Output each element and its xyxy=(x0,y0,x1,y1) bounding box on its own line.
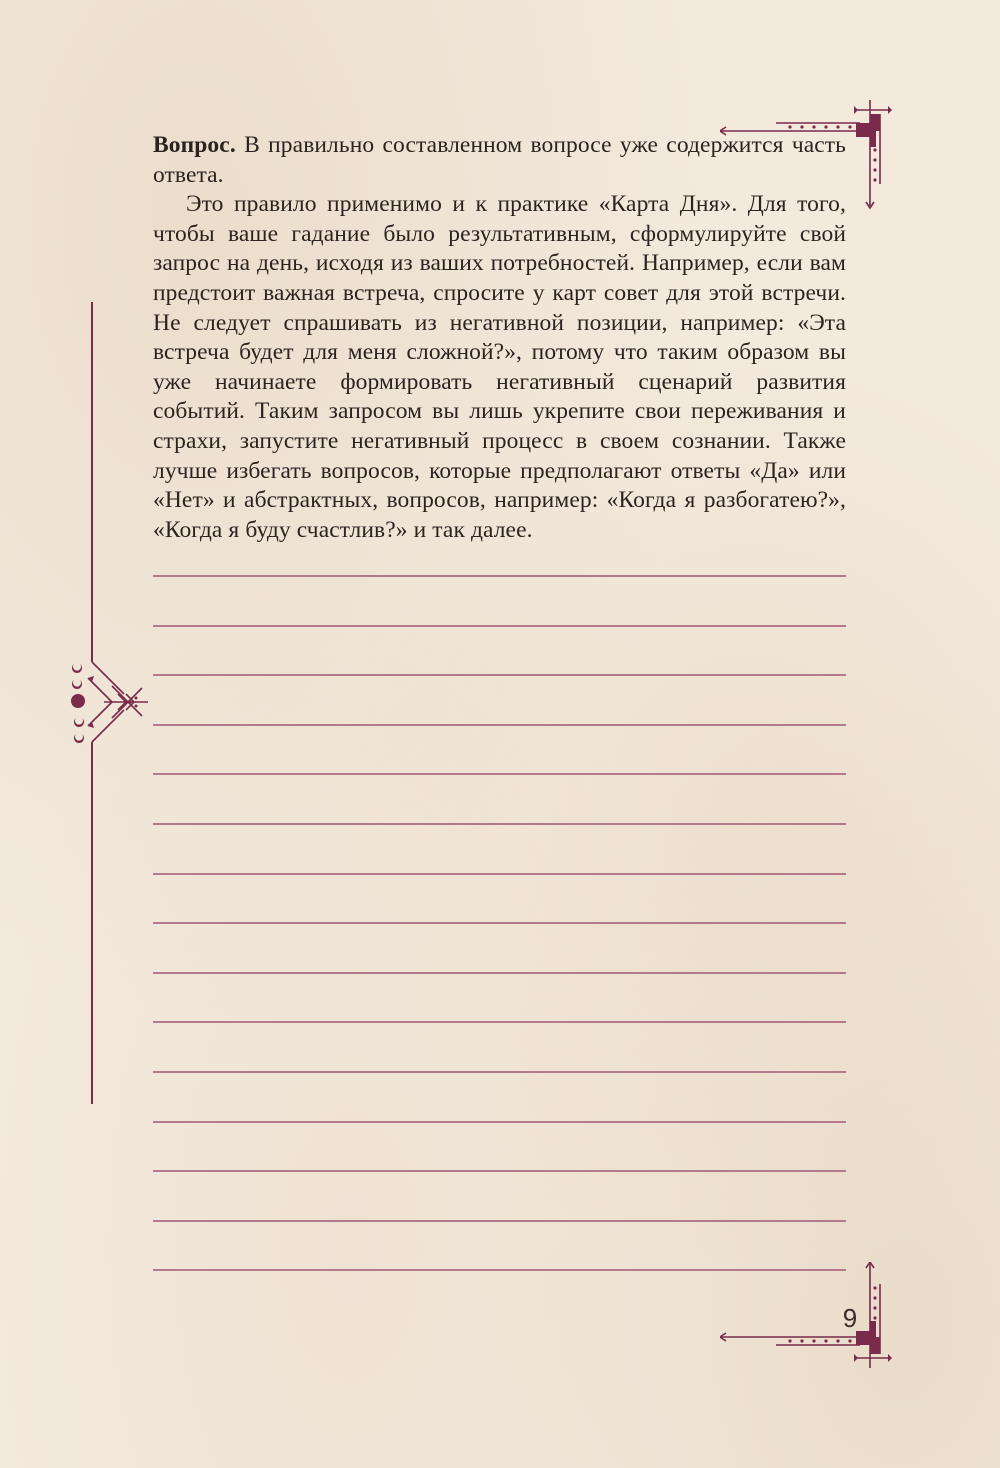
note-line xyxy=(153,873,846,875)
paragraph-question-text: В правильно составленном вопросе уже содержится часть ответа. xyxy=(153,132,846,188)
note-line xyxy=(153,1170,846,1172)
note-line xyxy=(153,724,846,726)
page-number: 9 xyxy=(842,1303,858,1333)
margin-rule-top xyxy=(91,302,93,662)
corner-ornament-bottom-right xyxy=(720,1262,900,1372)
moon-phases-icon xyxy=(71,664,85,743)
note-line xyxy=(153,972,846,974)
note-lines xyxy=(153,575,846,1319)
margin-rule-bottom xyxy=(91,742,93,1104)
note-line xyxy=(153,575,846,577)
note-line xyxy=(153,625,846,627)
paragraph-rule: Это правило применимо и к практике «Карта Дня». Для того, чтобы ваше гадание было результативным, сформулируйте свой запрос на день, исходя из ваших потребностей. Например, если вам предстоит важная встреча, спросите у карт совет для этой встречи. Не следует спрашивать из негативной позиции, например: «Эта встреча будет для меня сложной?», потому что таким образом вы уже начинаете формировать негативный сценарий развития событий. Таким запросом вы лишь укрепите свои переживания и страхи, запустите негативный процесс в своем сознании. Также лучше избегать вопросов, которые предполагают ответы «Да» или «Нет» и абстрактных, вопросов, например: «Когда я разбогатею?», «Когда я буду счастлив?» и так далее. xyxy=(153,191,846,543)
corner-ornament-top-right xyxy=(720,100,900,210)
note-line xyxy=(153,773,846,775)
arrow-ornament-left xyxy=(64,658,154,748)
lead-word: Вопрос. xyxy=(153,132,236,158)
note-line xyxy=(153,1021,846,1023)
note-line xyxy=(153,1220,846,1222)
note-line xyxy=(153,823,846,825)
note-line xyxy=(153,1121,846,1123)
note-line xyxy=(153,1071,846,1073)
note-line xyxy=(153,922,846,924)
note-line xyxy=(153,674,846,676)
